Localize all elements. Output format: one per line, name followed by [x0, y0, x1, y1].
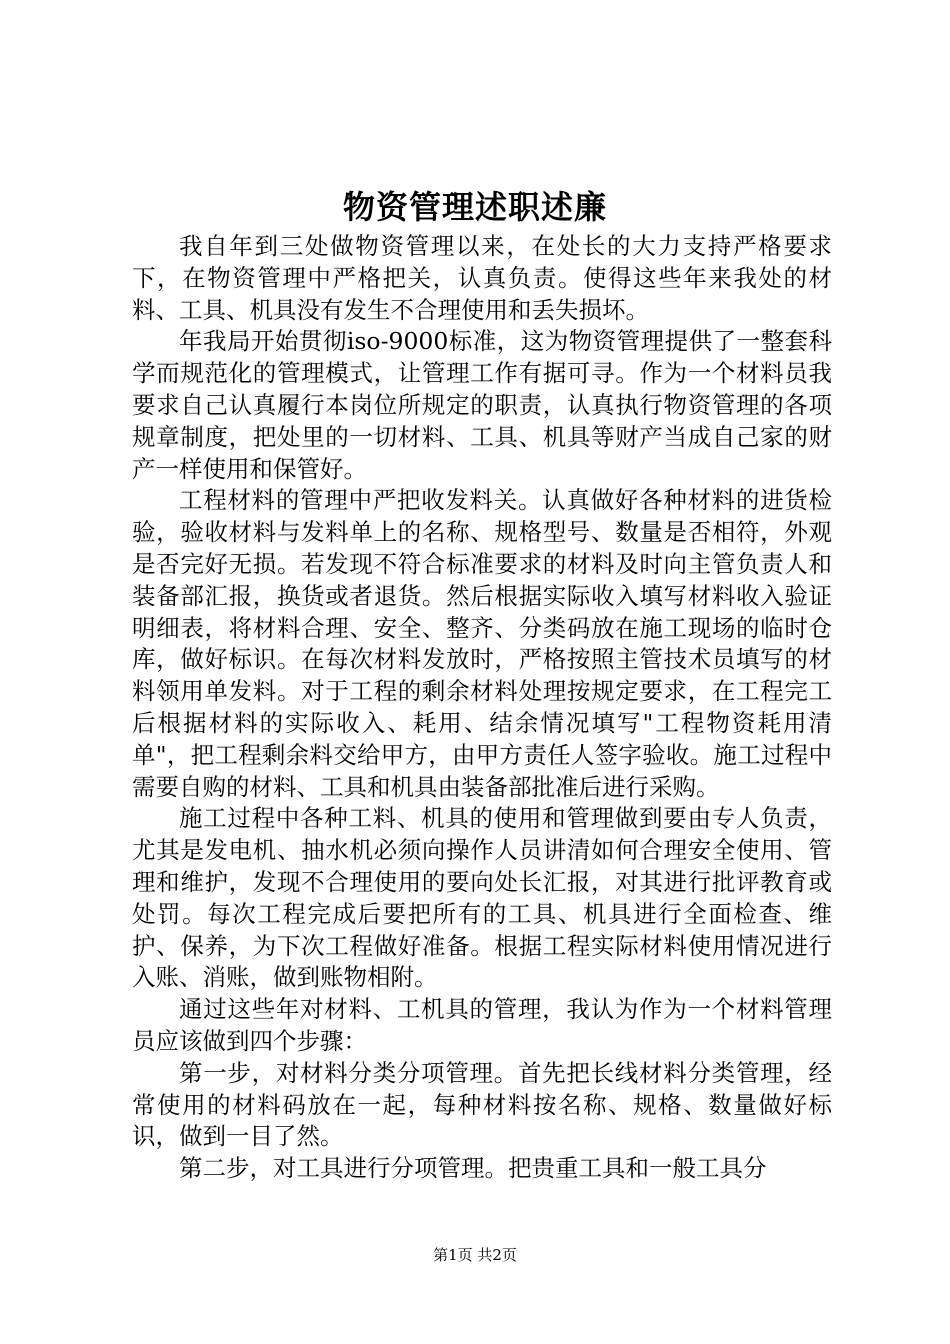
- paragraph-7: 第二步，对工具进行分项管理。把贵重工具和一般工具分: [179, 1154, 767, 1183]
- paragraph-1: 我自年到三处做物资管理以来，在处长的大力支持严格要求下，在物资管理中严格把关，认真负责。使得这些年来我处的材料、工具、机具没有发生不合理使用和丢失损坏。: [132, 232, 832, 324]
- paragraph-2: 年我局开始贯彻iso-9000标准，这为物资管理提供了一整套科学而规范化的管理模式，让管理工作有据可寻。作为一个材料员我要求自己认真履行本岗位所规定的职责，认真执行物资管理的各项规章制度，把处里的一切材料、工具、机具等财产当成自己家的财产一样使用和保管好。: [132, 327, 832, 483]
- document-body: [132, 231, 832, 1185]
- paragraph-6: 第一步，对材料分类分项管理。首先把长线材料分类管理，经常使用的材料码放在一起，每种材料按名称、规格、数量做好标识，做到一目了然。: [132, 1058, 832, 1151]
- paragraph-5: 通过这些年对材料、工机具的管理，我认为作为一个材料管理员应该做到四个步骤：: [132, 995, 832, 1055]
- paragraph-4: 施工过程中各种工料、机具的使用和管理做到要由专人负责，尤其是发电机、抽水机必须向操作人员讲清如何合理安全使用、管理和维护，发现不合理使用的要向处长汇报，对其进行批评教育或处罚。每次工程完成后要把所有的工具、机具进行全面检查、维护、保养，为下次工程做好准备。根据工程实际材料使用情况进行入账、消账，做到账物相附。: [132, 804, 832, 992]
- document-title: 物资管理述职述廉: [342, 188, 607, 226]
- paragraph-3: 工程材料的管理中严把收发料关。认真做好各种材料的进货检验，验收材料与发料单上的名称、规格型号、数量是否相符，外观是否完好无损。若发现不符合标准要求的材料及时向主管负责人和装备部汇报，换货或者退货。然后根据实际收入填写材料收入验证明细表，将材料合理、安全、整齐、分类码放在施工现场的临时仓库，做好标识。在每次材料发放时，严格按照主管技术员填写的材料领用单发料。对于工程的剩余材料处理按规定要求，在工程完工后根据材料的实际收入、耗用、结余情况填写"工程物资耗用清单"，把工程剩余料交给甲方，由甲方责任人签字验收。施工过程中需要自购的材料、工具和机具由装备部批准后进行采购。: [132, 486, 832, 801]
- page-number-footer: 第1页 共2页: [433, 1246, 517, 1264]
